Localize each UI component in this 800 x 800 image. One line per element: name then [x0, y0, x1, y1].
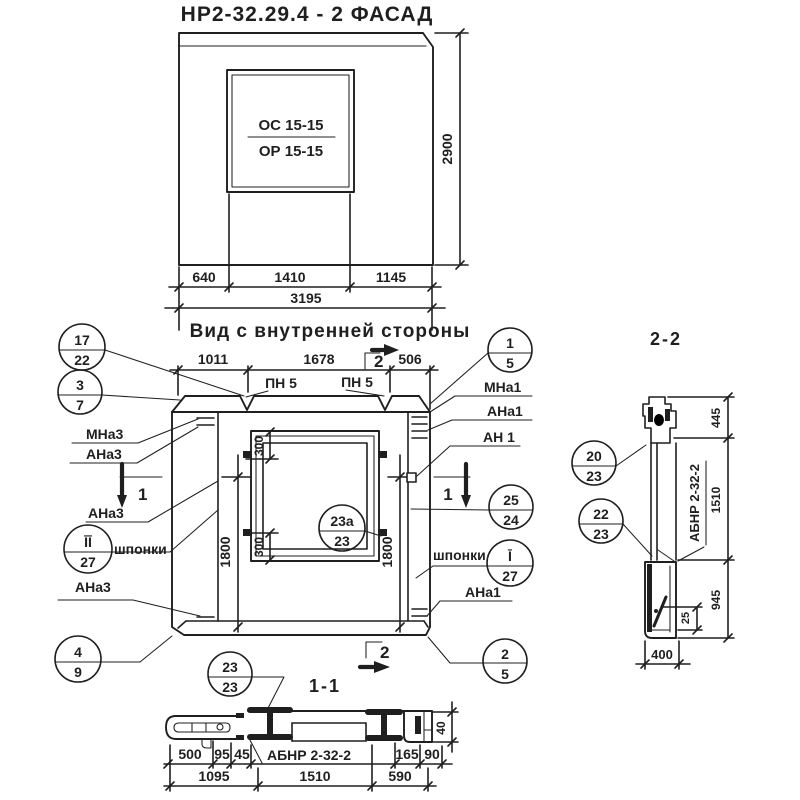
- svg-text:4: 4: [74, 644, 82, 660]
- svg-text:5: 5: [506, 355, 514, 371]
- label-ana3-bottom: АНа3: [75, 579, 111, 595]
- facade-title: НР2-32.29.4 - 2 ФАСАД: [180, 3, 434, 26]
- dim-25: 25: [680, 611, 692, 625]
- anchor-tab-right: [407, 473, 416, 482]
- inner-window-mid: [256, 436, 374, 556]
- section-1-1-profile: [166, 710, 432, 748]
- dim-90: 90: [424, 746, 440, 762]
- section-2-2: [636, 329, 734, 669]
- dim-300-bottom-label: 300: [252, 536, 266, 558]
- inner-view-title: Вид с внутренней стороны: [189, 321, 471, 342]
- callout-20-23: [572, 441, 646, 485]
- dim-1145: 1145: [375, 269, 407, 285]
- dim-590: 590: [388, 768, 412, 784]
- svg-text:9: 9: [74, 664, 82, 680]
- section-2-2-beam-label: АБНР 2-32-2: [687, 464, 702, 542]
- svg-text:1: 1: [506, 335, 514, 351]
- section-mark-1-left-label: 1: [138, 485, 148, 504]
- window-mark-top: ОС 15-15: [258, 117, 324, 134]
- inner-view: [58, 321, 532, 673]
- pn5-left-label: ПН 5: [265, 375, 297, 391]
- anchor-marks-right: [412, 417, 427, 616]
- section-mark-1-right-label: 1: [443, 485, 453, 504]
- svg-text:23: 23: [334, 533, 350, 549]
- dim-1678: 1678: [303, 351, 335, 367]
- label-keys-left: шпонки: [114, 541, 167, 557]
- section-1-1-title: 1-1: [308, 676, 342, 696]
- dim-1410: 1410: [274, 269, 306, 285]
- dim-40: 40: [434, 721, 448, 735]
- svg-text:25: 25: [503, 492, 519, 508]
- dim-500: 500: [178, 746, 202, 762]
- facade-view: [165, 3, 468, 330]
- svg-text:Ī: Ī: [508, 548, 512, 564]
- svg-text:23: 23: [222, 659, 238, 675]
- section-2-2-profile: [643, 397, 676, 638]
- section-mark-1-right: [434, 464, 471, 508]
- dim-1800-right-label: 1800: [379, 536, 395, 568]
- facade-dim-extensions: [179, 194, 432, 330]
- label-mna1: МНа1: [484, 379, 522, 395]
- section-mark-2-top-label: 2: [374, 352, 384, 371]
- window-tabs: [243, 451, 387, 536]
- svg-text:2: 2: [501, 646, 509, 662]
- label-an1: АН 1: [483, 429, 515, 445]
- dim-445: 445: [709, 407, 723, 429]
- svg-text:17: 17: [74, 332, 90, 348]
- callout-22-23: [579, 499, 652, 556]
- section-2-2-title: 2-2: [649, 329, 683, 349]
- svg-text:ĪĪ: ĪĪ: [84, 534, 92, 550]
- dim-1510: 1510: [299, 768, 331, 784]
- svg-text:24: 24: [503, 512, 519, 528]
- section-1-1: [164, 676, 458, 791]
- callout-4-9: [55, 636, 172, 682]
- label-ana1-top: АНа1: [487, 403, 523, 419]
- dim-945: 945: [709, 589, 723, 611]
- label-ana3-mid: АНа3: [88, 505, 124, 521]
- dim-506: 506: [398, 351, 422, 367]
- pn5-right-label: ПН 5: [341, 374, 373, 390]
- dim-640: 640: [192, 269, 216, 285]
- inner-top-dim: [170, 366, 438, 409]
- svg-text:22: 22: [74, 352, 90, 368]
- section-mark-2-bottom: [360, 642, 390, 673]
- callout-23-23: [208, 652, 284, 712]
- label-an1-leader: [417, 446, 520, 476]
- svg-text:23: 23: [593, 526, 609, 542]
- beam-label-leader: [678, 547, 704, 561]
- dim-95: 95: [214, 746, 230, 762]
- label-keys-right: шпонки: [433, 547, 486, 563]
- svg-text:3: 3: [76, 377, 84, 393]
- window-mark-bottom: ОР 15-15: [258, 143, 324, 160]
- svg-text:23а: 23а: [330, 513, 354, 529]
- panel-bottom-rail: [178, 621, 428, 628]
- label-ana1-bottom-leader: [427, 601, 512, 616]
- dim-1095: 1095: [198, 768, 230, 784]
- panel-top-strip: [172, 396, 430, 412]
- dim-1800-left-label: 1800: [217, 536, 233, 568]
- panel-outline: [172, 412, 430, 635]
- anchor-marks-left: [197, 418, 214, 617]
- svg-text:7: 7: [76, 397, 84, 413]
- svg-text:27: 27: [502, 568, 518, 584]
- svg-text:23: 23: [222, 679, 238, 695]
- section-mark-2-bottom-label: 2: [380, 643, 390, 662]
- svg-text:27: 27: [80, 554, 96, 570]
- svg-text:20: 20: [586, 448, 602, 464]
- section-1-1-beam-label: АБНР 2-32-2: [267, 747, 351, 763]
- label-mna3: МНа3: [86, 426, 124, 442]
- dim-1011: 1011: [197, 351, 229, 367]
- label-ana1-bottom: АНа1: [465, 584, 501, 600]
- dim-45: 45: [234, 746, 250, 762]
- label-ana1-top-leader: [428, 420, 532, 430]
- callout-2-5: [428, 637, 527, 683]
- callout-3-7: [58, 370, 180, 414]
- section-mark-1-left: [117, 464, 162, 508]
- dim-300-top-label: 300: [252, 435, 266, 457]
- dim-3195: 3195: [290, 290, 322, 306]
- dim-400: 400: [651, 647, 673, 662]
- facade-dim-height-label: 2900: [439, 133, 455, 165]
- svg-text:23: 23: [586, 468, 602, 484]
- label-ana3-top: АНа3: [86, 446, 122, 462]
- dim-1510-v: 1510: [709, 486, 723, 514]
- dim-165: 165: [395, 746, 419, 762]
- label-ana3-bottom-leader: [58, 600, 200, 616]
- svg-text:5: 5: [501, 666, 509, 682]
- callout-23a-23: [319, 505, 381, 551]
- svg-text:22: 22: [593, 506, 609, 522]
